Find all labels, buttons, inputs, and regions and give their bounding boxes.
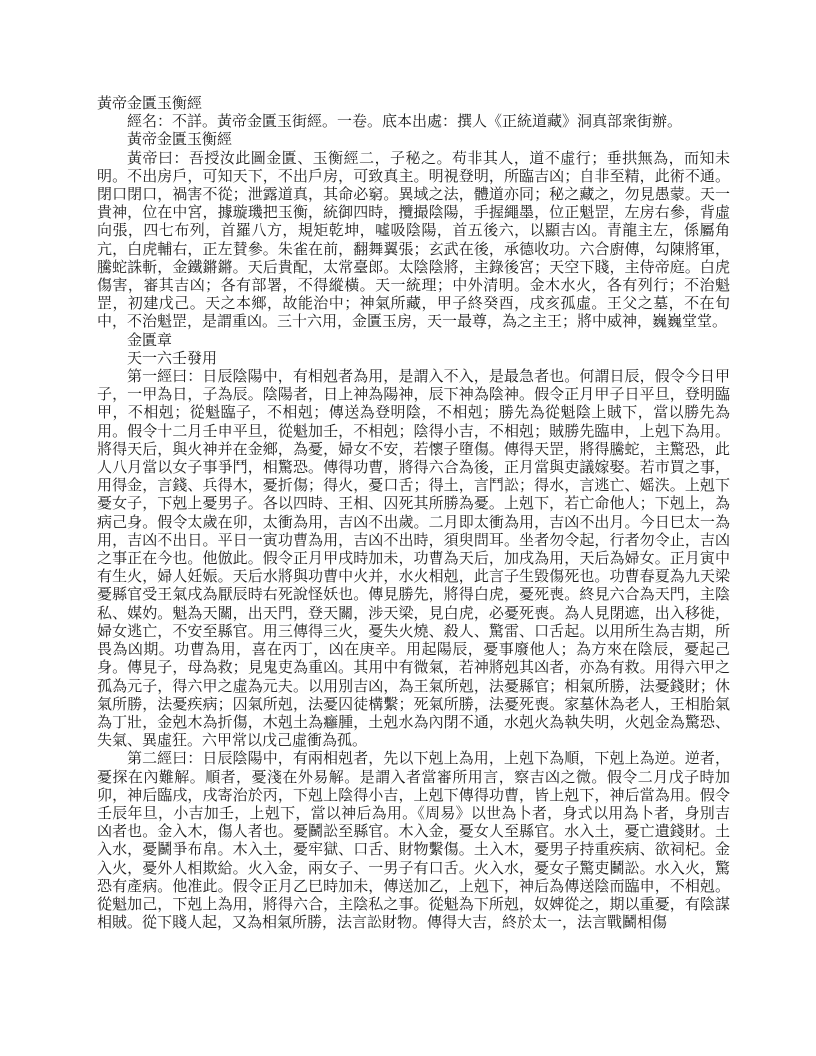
- section-heading: 天一六壬發用: [127, 350, 218, 367]
- chapter-heading: 金匱章: [127, 332, 173, 349]
- first-jing-paragraph: 第一經曰：日辰陰陽中，有相剋者為用，是謂入不入，是最急者也。何謂日辰，假令今日甲子，一甲為日，子為辰。陰陽者，日上神為陽神，辰下神為陰神。假令正月甲子日平旦，登明臨甲，不相剋；從魁臨子，不相剋；傳送為登明陰，不相剋；勝先為從魁陰上賊下，當以勝先為用。假令十二月壬申平旦，從魁加壬，不相剋；陰得小吉，不相剋；賊勝先臨申，上剋下為用。將得天后，與火神并在金鄉，為憂，婦女不安，若懷子墮傷。傳得天罡，將得騰蛇，主驚恐，此人八月當以女子事爭鬥，相驚恐。傳得功曹，將得六合為後，正月當與吏議嫁娶。若市買之事，用得金，言錢、兵得木，憂折傷；得火，憂口舌；得土，言鬥訟；得水，言逃亡、媱泆。上剋下憂女子，下剋上憂男子。各以四時、王相、囚死其所勝為憂。上剋下，若亡命他人；下剋上，為病己身。假令太歲在卯，太衝為用，吉凶不出歲。二月即太衝為用，吉凶不出月。今日巳太一為用，吉凶不出日。平日一寅功曹為用，吉凶不出時，須臾問耳。坐者勿令起，行者勿令止，吉凶之事正在今也。他倣此。假令正月甲戌時加未，功曹為天后，加戌為用，天后為婦女。正月寅中有生火，婦人妊娠。天后水將與功曹中火并，水火相剋，此言子生毀傷死也。功曹春夏為九天梁憂縣官受王氣戌為厭辰時右死說怪妖也。傳見勝先，將得白虎，憂死喪。終見六合為天門，主陰私、媒妁。魁為天關，出天門，登天關，涉天梁，見白虎，必憂死喪。為人見閉遮，出入移徙，婦女逃亡，不安至縣官。用三傳得三火，憂失火燒、殺人、驚雷、口舌起。以用所生為吉期，所畏為凶期。功曹為用，喜在丙丁，凶在庚辛。用起陽辰，憂事廢他人；為方來在陰辰，憂起己身。傳見子，母為救；見鬼吏為重凶。其用中有微氣，若神將剋其凶者，亦為有救。用得六甲之孤為元子，得六甲之虛為元夫。以用別吉凶，為王氣所剋，法憂縣官；相氣所勝，法憂錢財；休氣所勝，法憂疾病；囚氣所剋，法憂囚徒構繫；死氣所勝，法憂死喪。家墓休為老人，王相胎氣為丁壯，金剋木為折傷，木剋土為癰腫，土剋水為內閉不通，水剋火為執失明，火剋金為驚恐、失氣、異虛狂。六甲常以戊己虛衝為孤。: [97, 369, 730, 750]
- second-jing-paragraph: 第二經曰：日辰陰陽中，有兩相剋者，先以下剋上為用，上剋下為順，下剋上為逆。逆者，憂探在內難解。順者，憂淺在外易解。是謂入者當審所用言，察吉凶之微。假令二月戊子時加卯，神后臨戌，戌寄治於丙，下剋上陰得小吉，上剋下傳得功曹，皆上剋下，神后當為用。假令壬辰年旦，小吉加壬，上剋下，當以神后為用。《周易》以世為卜者，身式以用為卜者，身別吉凶者也。金入木，傷人者也。憂鬭訟至縣官。木入金，憂女人至縣官。水入土，憂亡遺錢財。土入水，憂鬭爭布帛。木入土，憂牢獄、口舌、財物繫傷。土入木，憂男子持重疾病、欲祠杞。金入火，憂外人相欺給。火入金，兩女子、一男子有口舌。火入水，憂女子驚吏鬭訟。水入火，驚恐有產病。他准此。假令正月乙巳時加未，傳送加乙，上剋下，神后為傳送陰而臨申，不相剋。從魁加己，下剋上為用，將得六合，主陰私之事。從魁為下所剋，奴婢從之，期以重憂，有陰謀相賊。從下賤人起，又為相氣所勝，法言訟財物。傳得大吉，終於太一，法言戰鬭相傷: [97, 751, 730, 932]
- document-text-block: [97, 95, 730, 932]
- meta-line: 經名：不詳。黃帝金匱玉街經。一卷。底本出處：撰人《正統道藏》洞真部衆街辦。: [127, 114, 683, 131]
- inner-title: 黃帝金匱玉衡經: [127, 132, 233, 149]
- main-title: 黃帝金匱玉衡經: [97, 96, 203, 112]
- huangdi-paragraph: 黃帝曰：吾授汝此圖金匱、玉衡經二，子秘之。苟非其人，道不虛行；垂拱無為，而知未明。不出房戶，可知天下，不出戶房，可致真主。明視登明，所臨吉凶；自非至精，此術不通。閉口閉口，禍害不從；泄露道真，其命必窮。異域之法，體道亦同；秘之藏之，勿見愚蒙。天一貴神，位在中宮，據璇璣把玉衡，統御四時，攬撮陰陽，手握繩墨，位正魁罡，左房右參，背虛向張，四七布列，首羅八方，規矩乾坤，噓吸陰陽，首五後六，以顯吉凶。青龍主左，係屬角亢，白虎輔右，正左賛參。朱雀在前，翻舞翼張；玄武在後，承德收功。六合廚傳，勾陳將軍，騰蛇誅斬，金鐵鏘鏘。天后貴配，太常臺郎。太陰陰將，主錄後宮；天空下賤，主侍帝庭。白虎傷害，審其吉凶；各有部署，不得縱橫。天一統理；中外清明。金木水火，各有列行；不治魁罡，初建戊己。天之本鄉，故能治中；神氣所藏，甲子終癸酉，戌亥孤虛。王父之墓，不在旬中，不治魁罡，是謂重凶。三十六用，金匱玉房，天一最尊，為之主王；將中威神，巍巍堂堂。: [97, 150, 730, 331]
